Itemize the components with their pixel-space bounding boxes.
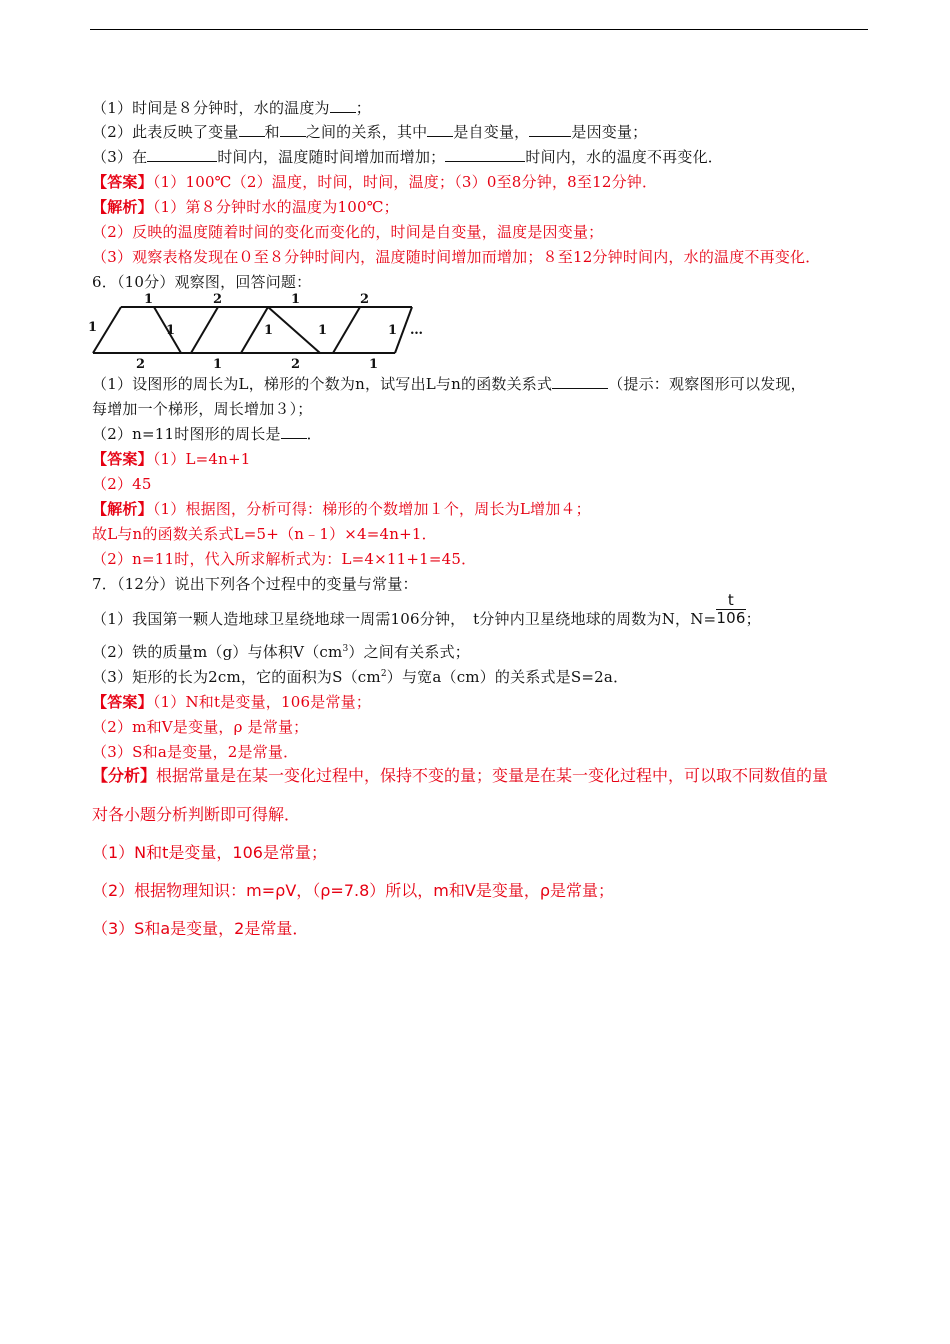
q5-part1-end: ； [355, 99, 371, 117]
q7-part2-text-a: （2）铁的质量m（g）与体积V（cm [92, 643, 343, 661]
q7-fenxi-2: 对各小题分析判断即可得解． [92, 805, 301, 824]
figure-label-bottom-4: 1 [369, 357, 379, 370]
q6-part2-text-b: ． [306, 425, 322, 443]
q5-part3-text-b: 时间内，温度随时间增加而增加； [217, 148, 446, 166]
answer-blank [445, 147, 525, 162]
q5-analysis-2: （2）反映的温度随着时间的变化而变化的，时间是自变量，温度是因变量； [92, 223, 604, 241]
q5-part2-text-a: （2）此表反映了变量 [92, 123, 239, 141]
q5-part1 [92, 98, 371, 118]
fraction [716, 592, 745, 627]
q6-part1 [92, 374, 806, 394]
q6-part2-text-a: （2）n=11时图形的周长是 [92, 425, 281, 443]
q6-answer-1-text: （1）L=4n+1 [152, 450, 251, 468]
q7-part3-text-a: （3）矩形的长为2cm，它的面积为S（cm [92, 668, 381, 686]
answer-tag: 【答案】 [92, 173, 153, 191]
figure-label-top-2: 2 [213, 292, 223, 307]
superscript: 3 [342, 644, 349, 654]
q7-answer-2: （2）m和V是变量，ρ 是常量； [92, 718, 309, 736]
q7-part2-text-b: ）之间有关系式； [348, 643, 470, 661]
q7-part3 [92, 667, 628, 687]
q5-analysis-1 [92, 197, 399, 217]
q5-answer [92, 172, 657, 192]
q7-part2 [92, 642, 470, 662]
q7-answer-1 [92, 692, 371, 712]
q5-part2-text-e: 是因变量； [571, 123, 648, 141]
q7-fenxi-1-text: 根据常量是在某一变化过程中，保持不变的量；变量是在某一变化过程中，可以取不同数值的量 [156, 766, 829, 785]
fenxi-tag: 【分析】 [92, 766, 157, 785]
q7-fenxi-1 [92, 766, 828, 786]
q7-fenxi-5: （3）S和a是变量，2是常量． [92, 919, 309, 938]
q6-answer-1 [92, 449, 251, 469]
q6-analysis-3: （2）n=11时，代入所求解析式为：L=4×11+1=45． [92, 550, 477, 568]
answer-blank [330, 98, 356, 113]
answer-blank [529, 122, 571, 137]
q5-part2-text-d: 是自变量， [453, 123, 530, 141]
answer-blank [239, 122, 265, 137]
q7-answer-3: （3）S和a是变量，2是常量． [92, 743, 299, 761]
q5-part2-text-c: 之间的关系，其中 [305, 123, 428, 141]
q6-part2 [92, 424, 322, 444]
trapezoid-outline [93, 307, 412, 353]
answer-blank [427, 122, 453, 137]
answer-blank [280, 122, 306, 137]
q5-answer-text: （1）100℃（2）温度，时间，时间，温度；（3）0至8分钟，8至12分钟． [152, 173, 658, 191]
q7-part1-text: （1）我国第一颗人造地球卫星绕地球一周需106分钟， t分钟内卫星绕地球的周数为N，N= [92, 610, 717, 628]
q6-analysis-1-text: （1）根据图，分析可得：梯形的个数增加１个，周长为L增加４； [152, 500, 591, 518]
q5-part2 [92, 122, 647, 142]
figure-label-bottom-3: 2 [291, 357, 301, 370]
q5-analysis-3: （3）观察表格发现在０至８分钟时间内，温度随时间增加而增加；８至12分钟时间内，水的温度不再变化． [92, 248, 821, 266]
answer-blank [281, 424, 307, 439]
figure-label-inner-2: 1 [264, 323, 274, 338]
q7-fenxi-3: （1）N和t是变量，106是常量； [92, 843, 327, 862]
q7-answer-1-text: （1）N和t是变量，106是常量； [152, 693, 372, 711]
q6-title: 6．（10分）观察图，回答问题： [92, 273, 312, 291]
q6-part1-text-a: （1）设图形的周长为L，梯形的个数为n，试写出L与n的函数关系式 [92, 375, 553, 393]
q6-part1-text-c: 每增加一个梯形，周长增加３）； [92, 400, 313, 418]
fraction-numerator: t [716, 592, 745, 610]
answer-blank [552, 374, 608, 389]
figure-ellipsis: … [410, 323, 423, 338]
figure-label-bottom-1: 2 [136, 357, 146, 370]
figure-label-left: 1 [88, 320, 98, 335]
q6-analysis-2: 故L与n的函数关系式L=5+（n﹣1）×4=4n+1． [92, 525, 437, 543]
q6-part1-text-b: （提示：观察图形可以发现， [608, 375, 806, 393]
analysis-tag: 【解析】 [92, 500, 153, 518]
q6-answer-2: （2）45 [92, 475, 152, 493]
superscript: 2 [380, 669, 387, 679]
figure-label-top-1: 1 [144, 292, 154, 307]
figure-label-inner-1: 1 [166, 323, 176, 338]
q5-analysis-1-text: （1）第８分钟时水的温度为100℃； [152, 198, 399, 216]
q5-part3-text-a: （3）在 [92, 148, 148, 166]
q7-title: 7．（12分）说出下列各个过程中的变量与常量： [92, 575, 418, 593]
fraction-denominator: 106 [716, 608, 746, 627]
answer-blank [147, 147, 217, 162]
q5-part2-text-b: 和 [264, 123, 280, 141]
q5-part3-text-c: 时间内，水的温度不再变化． [525, 148, 723, 166]
q7-part3-text-b: ）与宽a（cm）的关系式是S=2a． [386, 668, 629, 686]
figure-label-bottom-2: 1 [213, 357, 223, 370]
q7-fenxi-4: （2）根据物理知识：m=ρV，（ρ=7.8）所以，m和V是变量，ρ是常量； [92, 881, 614, 900]
figure-label-top-3: 1 [291, 292, 301, 307]
figure-label-top-4: 2 [360, 292, 370, 307]
answer-tag: 【答案】 [92, 693, 153, 711]
trapezoid-figure [88, 290, 438, 370]
figure-label-inner-3: 1 [318, 323, 328, 338]
q7-part1-end: ； [745, 610, 761, 628]
q6-analysis-1 [92, 499, 591, 519]
analysis-tag: 【解析】 [92, 198, 153, 216]
q5-part3 [92, 147, 723, 167]
answer-tag: 【答案】 [92, 450, 153, 468]
q7-part1 [92, 590, 761, 629]
header-rule [90, 29, 868, 30]
q5-part1-text: （1）时间是８分钟时，水的温度为 [92, 99, 330, 117]
figure-label-inner-4: 1 [388, 323, 398, 338]
